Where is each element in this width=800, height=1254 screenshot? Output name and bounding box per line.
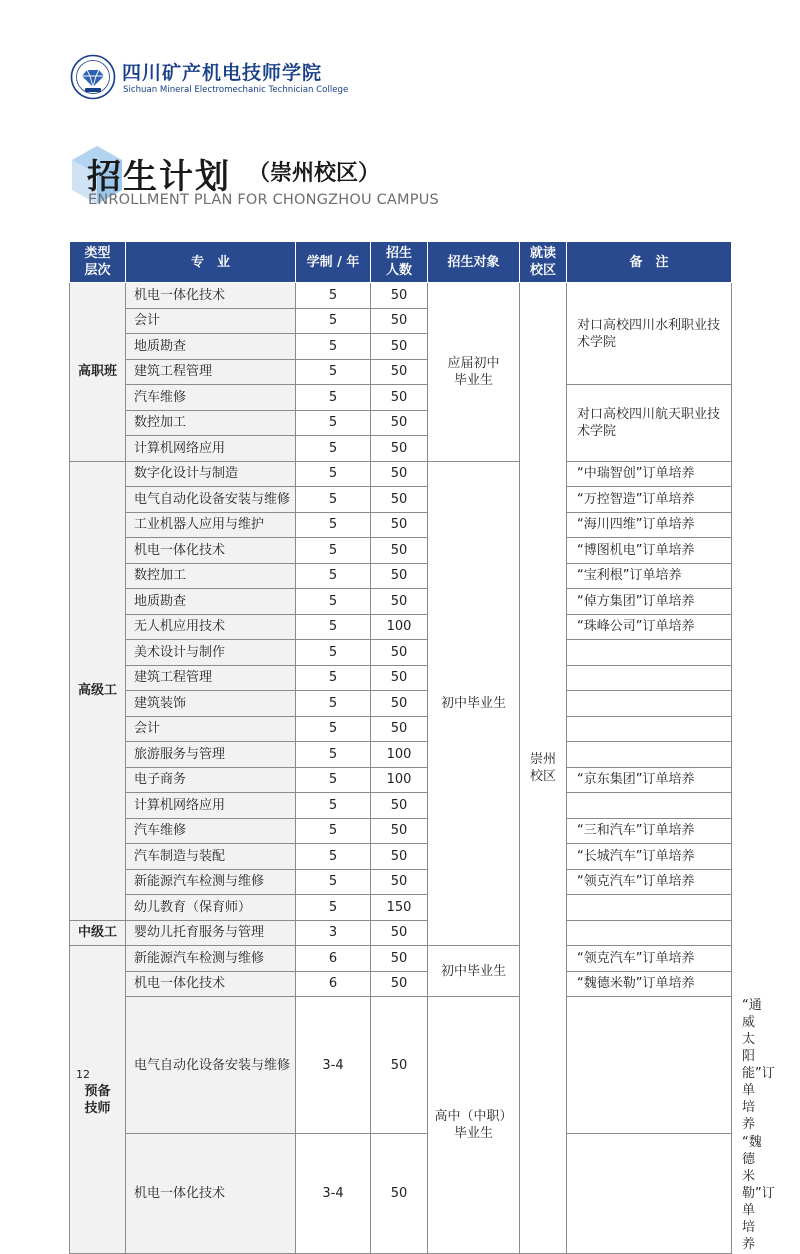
note-cell: 对口高校四川航天职业技术学院 (567, 385, 732, 462)
table-row (70, 844, 732, 870)
quota-cell: 50 (371, 283, 428, 309)
years-cell: 5 (296, 665, 371, 691)
quota-cell: 50 (371, 334, 428, 360)
major-cell: 会计 (126, 308, 296, 334)
table-row (70, 665, 732, 691)
table-row (70, 589, 732, 615)
table-row (70, 283, 732, 309)
table-row (70, 461, 732, 487)
table-row (70, 818, 732, 844)
note-cell: “领克汽车”订单培养 (567, 869, 732, 895)
header-quota: 招生 人数 (371, 242, 428, 283)
years-cell: 5 (296, 308, 371, 334)
quota-cell: 100 (371, 742, 428, 768)
campus-cell: 崇州 校区 (520, 283, 567, 1254)
quota-cell: 50 (371, 589, 428, 615)
major-cell: 机电一体化技术 (126, 971, 296, 997)
level-cell: 高级工 (70, 461, 126, 920)
table-row (70, 640, 732, 666)
major-cell: 无人机应用技术 (126, 614, 296, 640)
note-cell: “海川四维”订单培养 (567, 512, 732, 538)
table-row (70, 385, 732, 411)
quota-cell: 50 (371, 461, 428, 487)
years-cell: 5 (296, 767, 371, 793)
note-cell (567, 665, 732, 691)
level-cell: 预备 技师 (70, 946, 126, 1254)
years-cell: 5 (296, 538, 371, 564)
major-cell: 汽车维修 (126, 818, 296, 844)
target-cell: 初中毕业生 (428, 946, 520, 997)
major-cell: 电气自动化设备安装与维修 (126, 997, 296, 1134)
page-subtitle: （崇州校区） (248, 161, 381, 186)
years-cell: 5 (296, 359, 371, 385)
years-cell: 5 (296, 385, 371, 411)
major-cell: 美术设计与制作 (126, 640, 296, 666)
quota-cell: 50 (371, 971, 428, 997)
header-campus: 就读 校区 (520, 242, 567, 283)
target-cell: 高中（中职） 毕业生 (428, 997, 520, 1254)
quota-cell: 50 (371, 538, 428, 564)
major-cell: 工业机器人应用与维护 (126, 512, 296, 538)
quota-cell: 50 (371, 1134, 428, 1254)
quota-cell: 50 (371, 818, 428, 844)
table-row (70, 487, 732, 513)
campus-cell-empty (567, 997, 732, 1134)
table-row (70, 869, 732, 895)
note-cell (567, 793, 732, 819)
note-cell: “三和汽车”订单培养 (567, 818, 732, 844)
years-cell: 5 (296, 461, 371, 487)
quota-cell: 100 (371, 767, 428, 793)
major-cell: 计算机网络应用 (126, 436, 296, 462)
years-cell: 5 (296, 640, 371, 666)
major-cell: 电气自动化设备安装与维修 (126, 487, 296, 513)
years-cell: 5 (296, 589, 371, 615)
table-row (70, 614, 732, 640)
header-note: 备 注 (567, 242, 732, 283)
years-cell: 5 (296, 614, 371, 640)
note-cell: “博图机电”订单培养 (567, 538, 732, 564)
table-row (70, 691, 732, 717)
years-cell: 5 (296, 512, 371, 538)
quota-cell: 50 (371, 512, 428, 538)
major-cell: 汽车维修 (126, 385, 296, 411)
years-cell: 5 (296, 410, 371, 436)
college-logo-icon (70, 54, 116, 100)
major-cell: 地质勘查 (126, 334, 296, 360)
page-title-block (70, 140, 490, 220)
quota-cell: 150 (371, 895, 428, 921)
quota-cell: 50 (371, 997, 428, 1134)
major-cell: 数字化设计与制造 (126, 461, 296, 487)
major-cell: 机电一体化技术 (126, 1134, 296, 1254)
years-cell: 5 (296, 716, 371, 742)
quota-cell: 50 (371, 946, 428, 972)
page-title: 招生计划 (87, 157, 231, 197)
years-cell: 5 (296, 691, 371, 717)
quota-cell: 50 (371, 436, 428, 462)
note-cell: “领克汽车”订单培养 (567, 946, 732, 972)
major-cell: 建筑工程管理 (126, 665, 296, 691)
quota-cell: 50 (371, 793, 428, 819)
quota-cell: 50 (371, 869, 428, 895)
major-cell: 电子商务 (126, 767, 296, 793)
quota-cell: 50 (371, 563, 428, 589)
major-cell: 会计 (126, 716, 296, 742)
table-row (70, 946, 732, 972)
header-level: 类型 层次 (70, 242, 126, 283)
note-cell: “万控智造”订单培养 (567, 487, 732, 513)
note-cell (567, 742, 732, 768)
quota-cell: 50 (371, 665, 428, 691)
note-cell: “魏德米勒”订单培养 (567, 971, 732, 997)
note-cell: “珠峰公司”订单培养 (567, 614, 732, 640)
page-number: 12 (76, 1068, 90, 1081)
major-cell: 新能源汽车检测与维修 (126, 946, 296, 972)
note-cell: 对口高校四川水利职业技术学院 (567, 283, 732, 385)
years-cell: 5 (296, 895, 371, 921)
quota-cell: 50 (371, 640, 428, 666)
major-cell: 婴幼儿托育服务与管理 (126, 920, 296, 946)
table-row: 机电一体化技术 3-4 50 “魏德米勒”订单培养 (70, 1134, 732, 1254)
table-row: 电气自动化设备安装与维修 3-4 50 高中（中职） 毕业生 “通威太阳能”订单培养 (70, 997, 732, 1134)
level-cell: 中级工 (70, 920, 126, 946)
major-cell: 新能源汽车检测与维修 (126, 869, 296, 895)
years-cell: 5 (296, 844, 371, 870)
major-cell: 建筑工程管理 (126, 359, 296, 385)
years-cell: 5 (296, 818, 371, 844)
quota-cell: 50 (371, 487, 428, 513)
table-row (70, 793, 732, 819)
quota-cell: 50 (371, 308, 428, 334)
note-cell (567, 640, 732, 666)
years-cell: 3 (296, 920, 371, 946)
note-cell: “长城汽车”订单培养 (567, 844, 732, 870)
table-row (70, 767, 732, 793)
years-cell: 3-4 (296, 997, 371, 1134)
target-cell: 初中毕业生 (428, 461, 520, 946)
note-cell: “京东集团”订单培养 (567, 767, 732, 793)
major-cell: 机电一体化技术 (126, 538, 296, 564)
enrollment-plan-table (69, 241, 775, 1254)
note-cell (567, 895, 732, 921)
major-cell: 地质勘查 (126, 589, 296, 615)
years-cell: 5 (296, 487, 371, 513)
years-cell: 5 (296, 742, 371, 768)
major-cell: 汽车制造与装配 (126, 844, 296, 870)
table-row (70, 563, 732, 589)
years-cell: 5 (296, 793, 371, 819)
years-cell: 5 (296, 334, 371, 360)
major-cell: 幼儿教育（保育师） (126, 895, 296, 921)
note-cell: “中瑞智创”订单培养 (567, 461, 732, 487)
note-cell: “宝利根”订单培养 (567, 563, 732, 589)
note-cell (567, 691, 732, 717)
college-header (70, 52, 470, 102)
table-row (70, 920, 732, 946)
note-cell (567, 716, 732, 742)
quota-cell: 50 (371, 920, 428, 946)
quota-cell: 50 (371, 844, 428, 870)
college-name-en: Sichuan Mineral Electromechanic Technician College (123, 85, 349, 95)
table-header-row (70, 242, 732, 283)
years-cell: 5 (296, 436, 371, 462)
major-cell: 计算机网络应用 (126, 793, 296, 819)
years-cell: 3-4 (296, 1134, 371, 1254)
college-name-cn: 四川矿产机电技师学院 (122, 62, 323, 84)
note-cell: “倬方集团”订单培养 (567, 589, 732, 615)
years-cell: 5 (296, 869, 371, 895)
table-row (70, 538, 732, 564)
table-row (70, 512, 732, 538)
quota-cell: 50 (371, 410, 428, 436)
page-title-english: ENROLLMENT PLAN FOR CHONGZHOU CAMPUS (88, 192, 439, 208)
major-cell: 旅游服务与管理 (126, 742, 296, 768)
years-cell: 5 (296, 563, 371, 589)
years-cell: 6 (296, 971, 371, 997)
quota-cell: 50 (371, 691, 428, 717)
quota-cell: 50 (371, 716, 428, 742)
header-major: 专 业 (126, 242, 296, 283)
header-target: 招生对象 (428, 242, 520, 283)
table-row (70, 895, 732, 921)
years-cell: 6 (296, 946, 371, 972)
note-cell (567, 920, 732, 946)
major-cell: 数控加工 (126, 410, 296, 436)
header-years: 学制 / 年 (296, 242, 371, 283)
major-cell: 建筑装饰 (126, 691, 296, 717)
table-row (70, 716, 732, 742)
years-cell: 5 (296, 283, 371, 309)
target-cell: 应届初中 毕业生 (428, 283, 520, 462)
campus-cell-empty (567, 1134, 732, 1254)
major-cell: 机电一体化技术 (126, 283, 296, 309)
table-row (70, 971, 732, 997)
major-cell: 数控加工 (126, 563, 296, 589)
level-cell: 高职班 (70, 283, 126, 462)
quota-cell: 50 (371, 385, 428, 411)
quota-cell: 50 (371, 359, 428, 385)
quota-cell: 100 (371, 614, 428, 640)
table-row (70, 742, 732, 768)
